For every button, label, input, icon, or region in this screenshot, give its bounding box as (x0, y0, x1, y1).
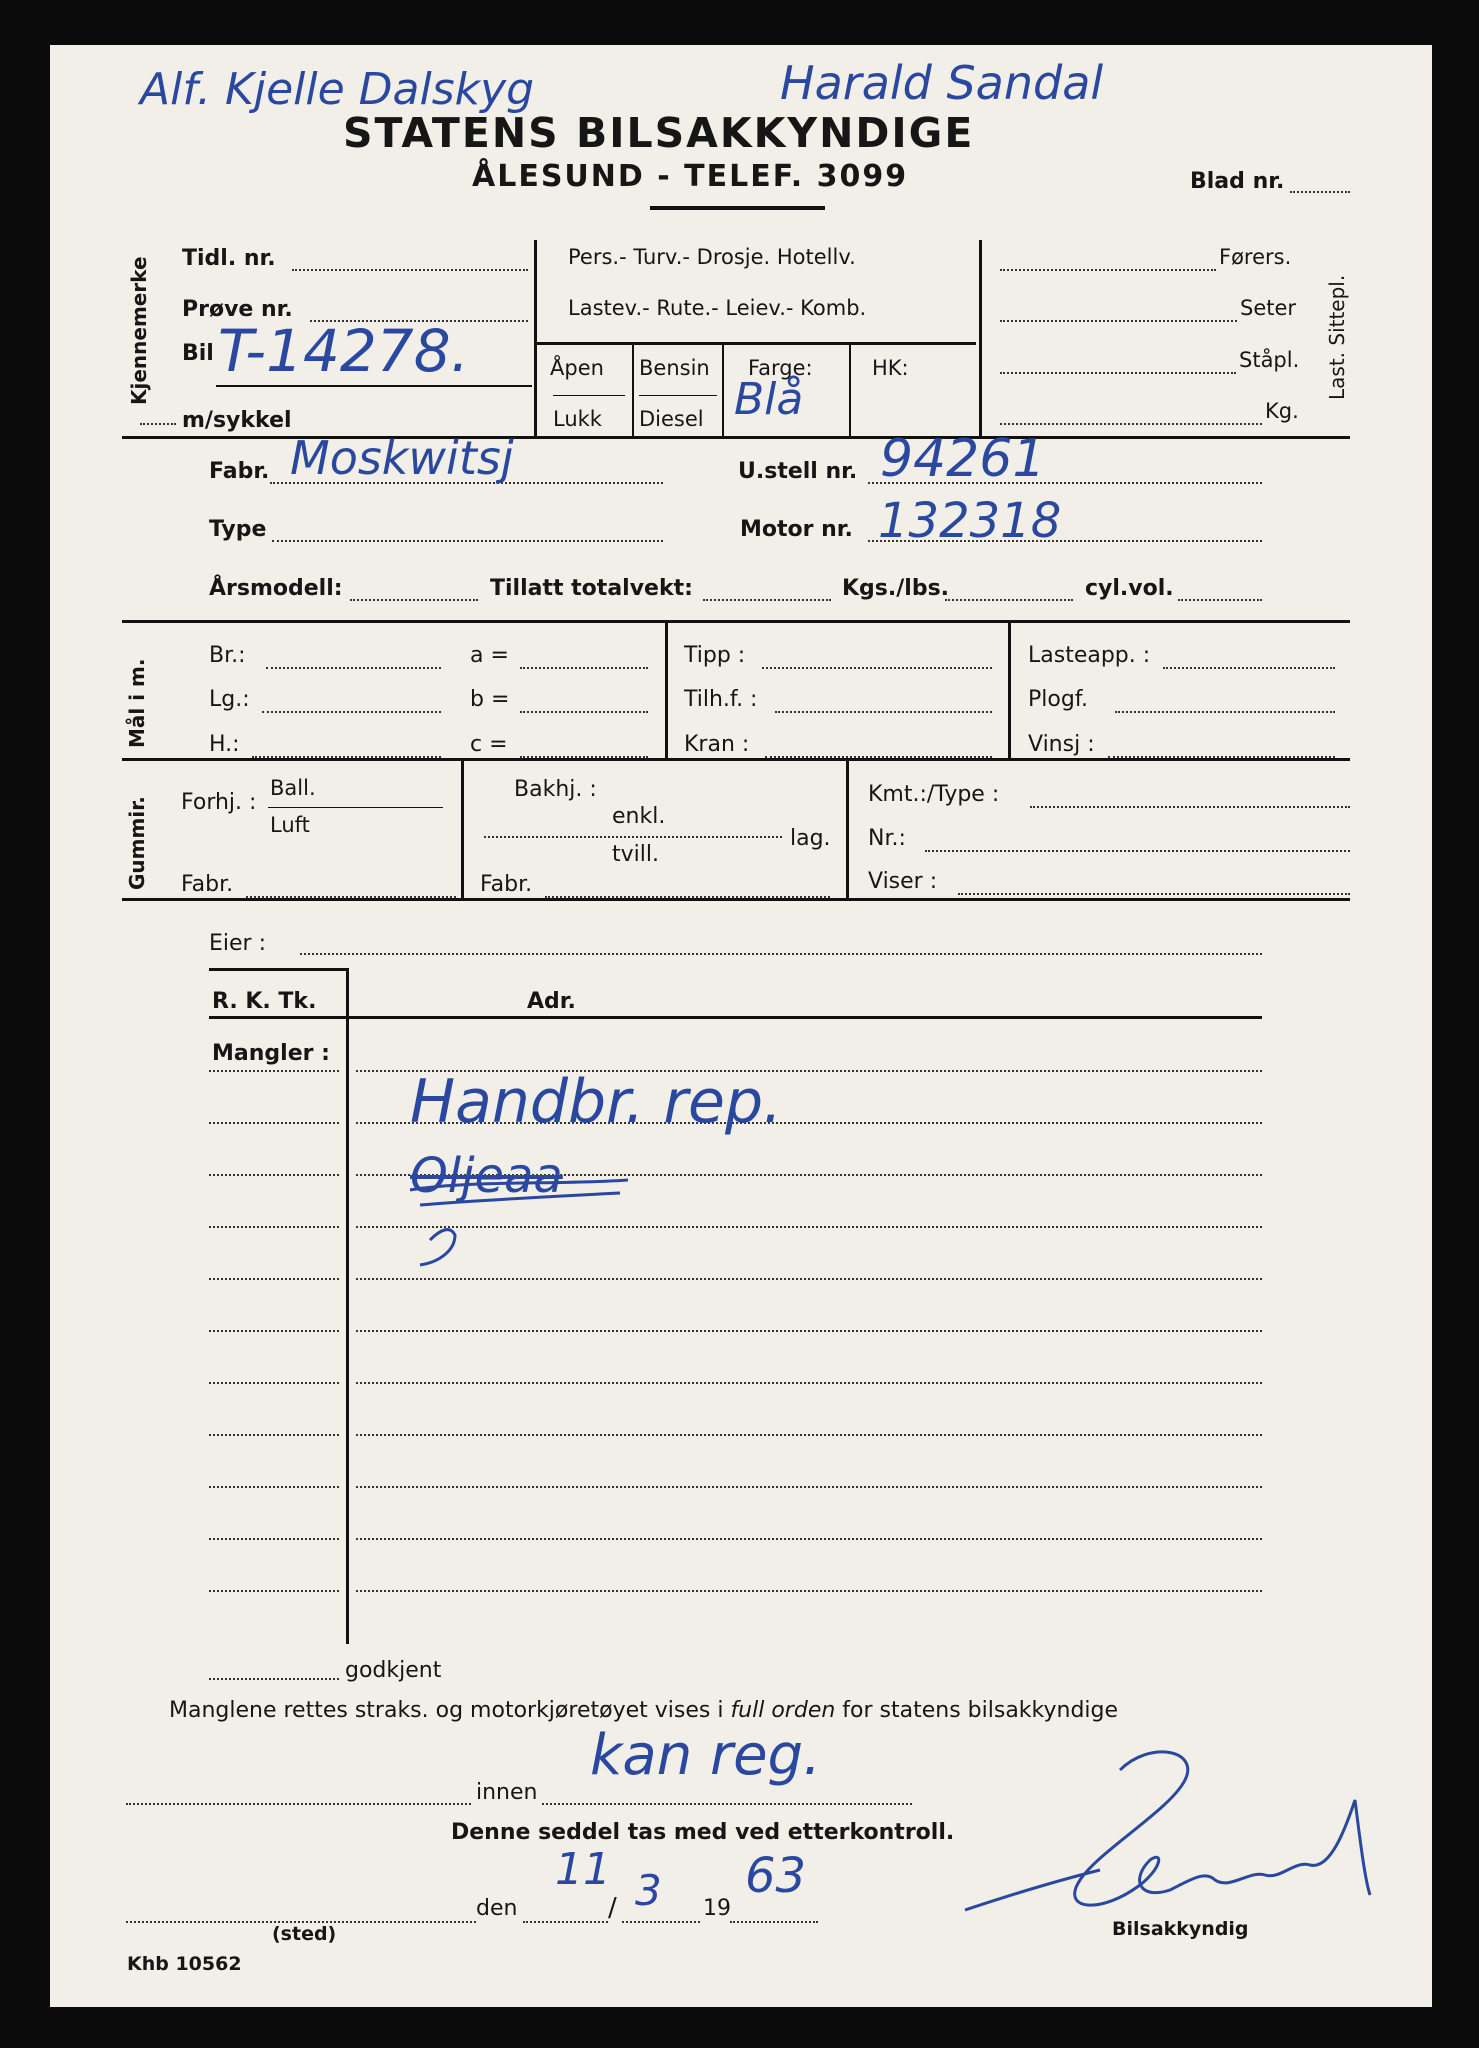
mangler-dotted-line (356, 1590, 1262, 1592)
arsmodell-label: Årsmodell: (209, 576, 343, 601)
mangler-vertical (346, 968, 349, 1644)
handwritten-month: 3 (635, 1866, 662, 1915)
handwritten-year: 63 (745, 1848, 807, 1904)
cylvol-field (1178, 599, 1262, 601)
handwritten-fabr: Moskwitsj (290, 431, 514, 485)
mangler-left-dotted-line (209, 1070, 339, 1072)
br-field (266, 667, 441, 669)
types-rule (534, 342, 976, 345)
form-subtitle: ÅLESUND - TELEF. 3099 (472, 159, 909, 194)
bilsakkyndig-label: Bilsakkyndig (1112, 1918, 1249, 1940)
type-label: Type (209, 517, 267, 542)
divider-gummi-1 (461, 761, 464, 898)
motor-label: Motor nr. (740, 517, 853, 542)
bakhj-label: Bakhj. : (514, 777, 597, 802)
handwritten-name-left: Alf. Kjelle Dalskyg (140, 64, 535, 115)
mangler-left-dotted-line (209, 1590, 339, 1592)
prove-label: Prøve nr. (182, 297, 293, 322)
rktk-top-rule (209, 968, 349, 971)
mangler-left-dotted-line (209, 1486, 339, 1488)
tipp-field (762, 667, 992, 669)
fabr-label: Fabr. (209, 459, 270, 484)
mangler-left-dotted-line (209, 1278, 339, 1280)
rule-4 (122, 898, 1350, 901)
kjennemerke-label: Kjennemerke (127, 256, 151, 405)
arsmodell-field (350, 599, 478, 601)
b-field (520, 711, 648, 713)
cylvol-label: cyl.vol. (1085, 576, 1174, 601)
c-label: c = (470, 732, 508, 757)
bensin-label: Bensin (639, 356, 710, 380)
handwritten-name-right: Harald Sandal (780, 56, 1104, 110)
msykkel-prefix-field (140, 423, 176, 425)
nr-field (925, 850, 1350, 852)
plogf-label: Plogf. (1028, 687, 1088, 712)
bil-underline (216, 385, 532, 387)
vinsj-label: Vinsj : (1028, 732, 1095, 757)
stapl-field (1000, 372, 1236, 374)
divider-maal-2 (1008, 623, 1011, 758)
enkl-label: enkl. (612, 804, 666, 829)
totalvekt-field (703, 599, 831, 601)
gummir-label: Gummir. (125, 796, 149, 890)
innen-label: innen (476, 1780, 538, 1805)
mangler-dotted-line (356, 1538, 1262, 1540)
msykkel-label: m/sykkel (182, 408, 292, 433)
mangler-dotted-line (356, 1382, 1262, 1384)
maal-label: Mål i m. (125, 658, 149, 748)
lasteapp-field (1163, 667, 1335, 669)
rule-3 (122, 758, 1350, 761)
blad-field (1290, 191, 1350, 193)
mangler-left-dotted-line (209, 1382, 339, 1384)
eier-label: Eier : (209, 931, 266, 956)
seter-field (1000, 320, 1237, 322)
diesel-label: Diesel (639, 407, 704, 431)
divider-gummi-2 (846, 761, 849, 898)
types-row1: Pers.- Turv.- Drosje. Hotellv. (568, 245, 856, 269)
ball-luft-sep (268, 807, 443, 808)
kran-label: Kran : (684, 732, 750, 757)
handwritten-motor: 132318 (878, 493, 1062, 549)
bakhj-field (484, 836, 782, 838)
handwritten-ustell: 94261 (880, 429, 1046, 489)
br-label: Br.: (209, 643, 246, 668)
forers-field (1000, 269, 1216, 271)
tidl-field (292, 269, 528, 271)
instruction-italic: full orden (730, 1698, 836, 1723)
kmt-field (1030, 806, 1350, 808)
apen-lukk-sep (553, 395, 625, 396)
divider-capacity (979, 240, 982, 436)
form-code: Khb 10562 (127, 1953, 242, 1975)
mangler-left-dotted-line (209, 1434, 339, 1436)
hk-label: HK: (872, 356, 909, 380)
divider-reg (534, 240, 537, 436)
mangler-dotted-line (356, 1226, 1262, 1228)
kg-field (1000, 423, 1262, 425)
types-row2: Lastev.- Rute.- Leiev.- Komb. (568, 296, 867, 320)
mangler-left-dotted-line (209, 1122, 339, 1124)
bensin-diesel-sep (639, 395, 717, 396)
forhj-label: Forhj. : (181, 790, 257, 815)
lag-label: lag. (790, 826, 831, 851)
header-rule (650, 206, 825, 210)
bil-label: Bil (182, 341, 214, 366)
den-year-field (730, 1921, 818, 1923)
tipp-label: Tipp : (684, 643, 746, 668)
year-prefix: 19 (703, 1896, 731, 1921)
forhj-fabr-label: Fabr. (181, 872, 234, 897)
handwritten-bil-number: T-14278. (218, 317, 470, 385)
rule-2 (122, 620, 1350, 623)
innen-field (542, 1803, 912, 1805)
lukk-label: Lukk (553, 407, 602, 431)
stapl-label: Ståpl. (1239, 348, 1300, 372)
luft-label: Luft (270, 813, 310, 837)
kg-label: Kg. (1265, 399, 1299, 423)
type-field (272, 540, 663, 542)
godkjent-field (209, 1678, 339, 1680)
mangler-dotted-line (356, 1434, 1262, 1436)
handwritten-innen: kan reg. (590, 1723, 821, 1788)
tilhf-label: Tilh.f. : (684, 687, 758, 712)
divider-maal-1 (665, 623, 668, 758)
rktk-label: R. K. Tk. (212, 989, 317, 1014)
h-label: H.: (209, 732, 240, 757)
last-sittepl-label: Last. Sittepl. (1325, 274, 1349, 400)
sted-label: (sted) (272, 1923, 337, 1945)
godkjent-label: godkjent (345, 1658, 442, 1683)
blad-label: Blad nr. (1190, 169, 1285, 194)
instruction-post: for statens bilsakkyndige (842, 1698, 1119, 1723)
farge-label: Farge: (748, 356, 813, 380)
bakhj-fabr-label: Fabr. (480, 872, 533, 897)
handwritten-mangler-1: Handbr. rep. (410, 1067, 783, 1137)
den-month-field (622, 1921, 700, 1923)
mangler-left-dotted-line (209, 1330, 339, 1332)
kgs-label: Kgs./lbs. (842, 576, 950, 601)
lasteapp-label: Lasteapp. : (1028, 643, 1151, 668)
handwritten-day: 11 (555, 1844, 611, 1895)
instruction-pre: Manglene rettes straks. og motorkjøretøyet vises i (169, 1698, 724, 1723)
plogf-field (1115, 711, 1335, 713)
form-title: STATENS BILSAKKYNDIGE (343, 109, 975, 157)
innen-sted-field (126, 1803, 471, 1805)
totalvekt-label: Tillatt totalvekt: (490, 576, 693, 601)
footer-instruction (169, 1700, 1118, 1722)
lg-label: Lg.: (209, 687, 250, 712)
nr-label: Nr.: (868, 826, 906, 851)
mangler-left-dotted-line (209, 1226, 339, 1228)
handwritten-mangler-2: Oljeaa (410, 1148, 563, 1204)
eier-field (300, 953, 1262, 955)
den-label: den (476, 1896, 518, 1921)
adr-rule (209, 1016, 1262, 1019)
ustell-label: U.stell nr. (738, 459, 858, 484)
mangler-dotted-line (356, 1278, 1262, 1280)
a-field (520, 667, 648, 669)
mangler-left-dotted-line (209, 1538, 339, 1540)
viser-field (958, 893, 1350, 895)
apen-label: Åpen (550, 356, 604, 380)
forers-label: Førers. (1219, 245, 1292, 269)
divider-bensin (722, 345, 724, 436)
lg-field (262, 711, 441, 713)
adr-label: Adr. (527, 989, 576, 1014)
b-label: b = (470, 687, 510, 712)
tilhf-field (775, 711, 992, 713)
viser-label: Viser : (868, 869, 938, 894)
divider-farge (849, 345, 851, 436)
tvill-label: tvill. (612, 842, 659, 867)
tidl-label: Tidl. nr. (182, 246, 276, 271)
handwritten-farge: Blå (734, 374, 804, 425)
mangler-dotted-line (356, 1330, 1262, 1332)
a-label: a = (470, 643, 509, 668)
mangler-dotted-line (356, 1486, 1262, 1488)
divider-apen (632, 345, 634, 436)
mangler-left-dotted-line (209, 1174, 339, 1176)
seter-label: Seter (1240, 296, 1297, 320)
kgs-field (945, 599, 1073, 601)
mangler-label: Mangler : (212, 1041, 330, 1066)
kmt-label: Kmt.:/Type : (868, 782, 1000, 807)
den-day-field (523, 1921, 608, 1923)
footer-note: Denne seddel tas med ved etterkontroll. (451, 1820, 955, 1845)
date-slash: / (608, 1893, 617, 1923)
ball-label: Ball. (270, 776, 316, 800)
